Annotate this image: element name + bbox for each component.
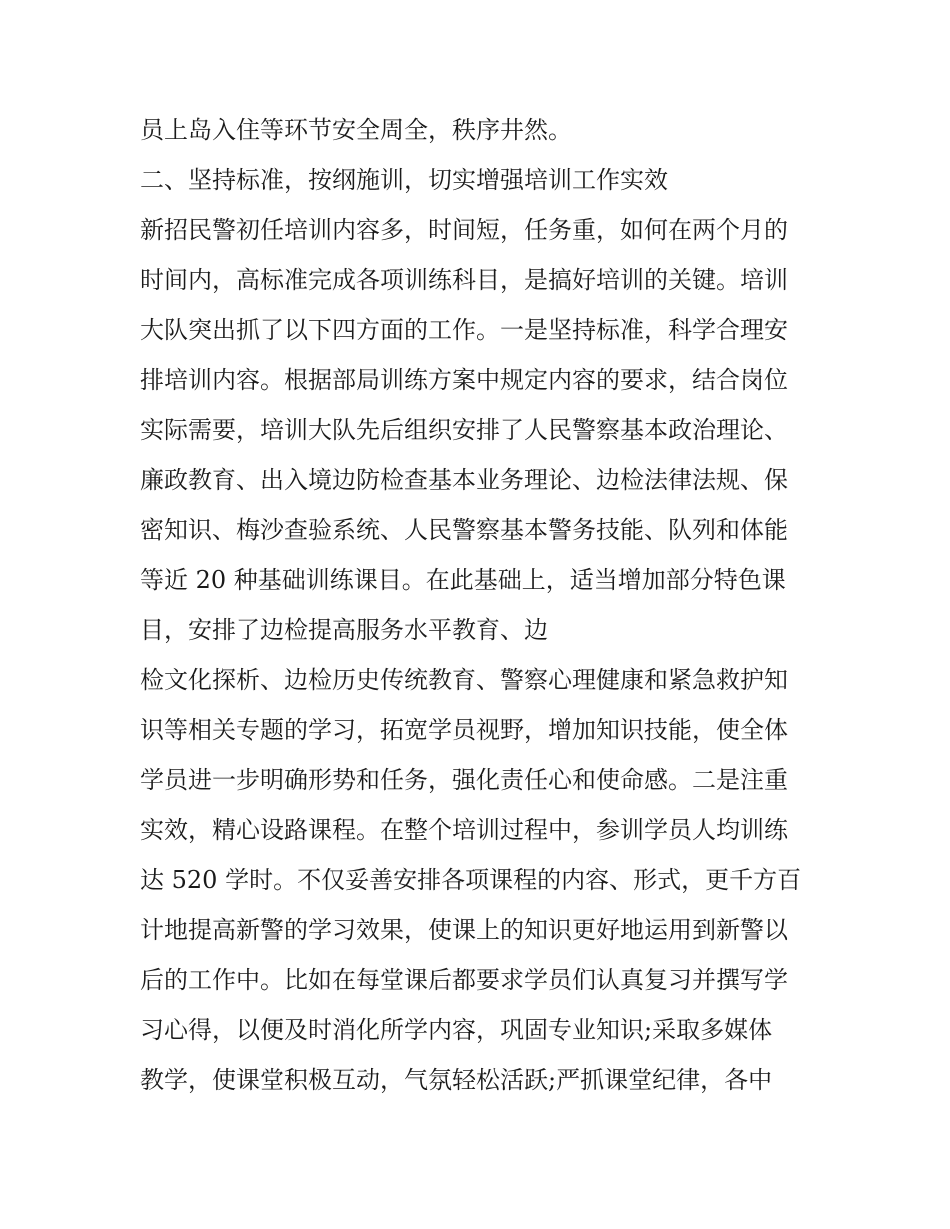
text-line: 等近 20 种基础训练课目。在此基础上，适当增加部分特色课 bbox=[140, 566, 786, 594]
text-line: 排培训内容。根据部局训练方案中规定内容的要求，结合岗位 bbox=[140, 366, 788, 394]
text-line: 密知识、梅沙查验系统、人民警察基本警务技能、队列和体能 bbox=[140, 516, 788, 544]
text-line: 廉政教育、出入境边防检查基本业务理论、边检法律法规、保 bbox=[140, 466, 788, 494]
text-line: 大队突出抓了以下四方面的工作。一是坚持标准，科学合理安 bbox=[140, 316, 788, 344]
text-line: 目，安排了边检提高服务水平教育、边 bbox=[140, 616, 548, 644]
body-text bbox=[140, 105, 830, 1105]
text-line: 后的工作中。比如在每堂课后都要求学员们认真复习并撰写学 bbox=[140, 966, 788, 994]
text-line: 检文化探析、边检历史传统教育、警察心理健康和紧急救护知 bbox=[140, 666, 788, 694]
text-line: 教学，使课堂积极互动，气氛轻松活跃;严抓课堂纪律，各中 bbox=[140, 1066, 773, 1094]
text-line: 员上岛入住等环节安全周全，秩序井然。 bbox=[140, 116, 572, 144]
text-line: 实际需要，培训大队先后组织安排了人民警察基本政治理论、 bbox=[140, 416, 788, 444]
text-line: 学员进一步明确形势和任务，强化责任心和使命感。二是注重 bbox=[140, 766, 788, 794]
text-line: 实效，精心设路课程。在整个培训过程中，参训学员人均训练 bbox=[140, 816, 788, 844]
text-line: 识等相关专题的学习，拓宽学员视野，增加知识技能，使全体 bbox=[140, 716, 788, 744]
text-line: 时间内，高标准完成各项训练科目，是搞好培训的关键。培训 bbox=[140, 266, 788, 294]
text-line: 计地提高新警的学习效果，使课上的知识更好地运用到新警以 bbox=[140, 916, 788, 944]
text-line: 达 520 学时。不仅妥善安排各项课程的内容、形式，更千方百 bbox=[140, 866, 802, 894]
text-line: 习心得，以便及时消化所学内容，巩固专业知识;采取多媒体 bbox=[140, 1016, 773, 1044]
text-line: 新招民警初任培训内容多，时间短，任务重，如何在两个月的 bbox=[140, 216, 788, 244]
section-heading: 二、坚持标准，按纲施训，切实增强培训工作实效 bbox=[140, 166, 668, 194]
